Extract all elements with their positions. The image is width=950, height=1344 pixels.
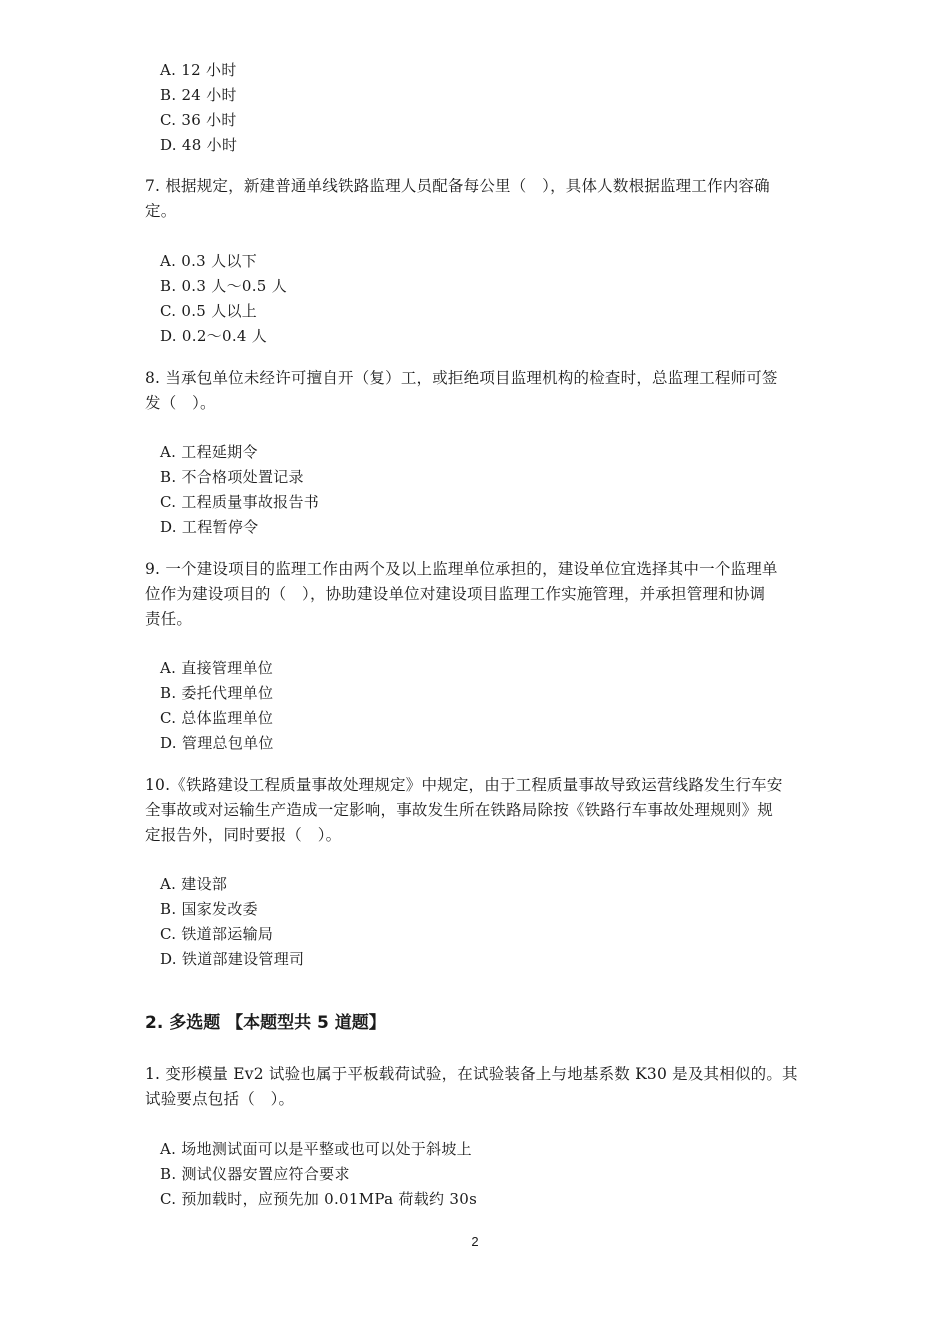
q8-option-c: C. 工程质量事故报告书 <box>160 493 320 511</box>
q6-option-d: D. 48 小时 <box>160 136 238 154</box>
q6-option-a: A. 12 小时 <box>160 61 237 79</box>
q8-option-b: B. 不合格项处置记录 <box>160 468 304 486</box>
q7-option-a: A. 0.3 人以下 <box>160 252 257 270</box>
q10-stem-line-3: 定报告外，同时要报（ ）。 <box>145 826 342 844</box>
q9-option-a: A. 直接管理单位 <box>160 659 274 677</box>
m1-option-b: B. 测试仪器安置应符合要求 <box>160 1165 350 1183</box>
page-number: 2 <box>471 1234 479 1249</box>
q10-option-b: B. 国家发改委 <box>160 900 258 918</box>
q7-stem-line-2: 定。 <box>145 202 177 220</box>
q9-option-c: C. 总体监理单位 <box>160 709 274 727</box>
q9-option-b: B. 委托代理单位 <box>160 684 274 702</box>
m1-stem-line-1: 1. 变形模量 Ev2 试验也属于平板载荷试验，在试验装备上与地基系数 K30 是及其相似的。其 <box>145 1065 798 1083</box>
q10-option-a: A. 建设部 <box>160 875 228 893</box>
q10-stem <box>145 773 815 848</box>
q9-option-d: D. 管理总包单位 <box>160 734 274 752</box>
q8-option-a: A. 工程延期令 <box>160 443 258 461</box>
q10-stem-line-2: 全事故或对运输生产造成一定影响，事故发生所在铁路局除按《铁路行车事故处理规则》规 <box>145 801 774 819</box>
q9-stem-line-1: 9. 一个建设项目的监理工作由两个及以上监理单位承担的，建设单位宜选择其中一个监理单 <box>145 560 778 578</box>
m1-option-c: C. 预加载时，应预先加 0.01MPa 荷载约 30s <box>160 1190 478 1208</box>
section-heading-multiple-choice: 2. 多选题 【本题型共 5 道题】 <box>145 1013 386 1033</box>
q8-stem-line-2: 发（ ）。 <box>145 394 216 412</box>
q10-option-c: C. 铁道部运输局 <box>160 925 274 943</box>
q9-stem-line-2: 位作为建设项目的（ ），协助建设单位对建设项目监理工作实施管理，并承担管理和协调 <box>145 585 766 603</box>
q8-stem <box>145 366 815 416</box>
q7-stem <box>145 174 815 224</box>
q9-stem <box>145 557 815 632</box>
q7-option-b: B. 0.3 人～0.5 人 <box>160 277 288 295</box>
m1-stem-line-2: 试验要点包括（ ）。 <box>145 1090 295 1108</box>
q6-option-c: C. 36 小时 <box>160 111 237 129</box>
q8-stem-line-1: 8. 当承包单位未经许可擅自开（复）工，或拒绝项目监理机构的检查时，总监理工程师可签 <box>145 369 778 387</box>
q10-stem-line-1: 10.《铁路建设工程质量事故处理规定》中规定，由于工程质量事故导致运营线路发生行车安 <box>145 776 783 794</box>
q6-option-b: B. 24 小时 <box>160 86 237 104</box>
m1-option-a: A. 场地测试面可以是平整或也可以处于斜坡上 <box>160 1140 472 1158</box>
q7-stem-line-1: 7. 根据规定，新建普通单线铁路监理人员配备每公里（ ），具体人数根据监理工作内容确 <box>145 177 770 195</box>
q7-option-d: D. 0.2～0.4 人 <box>160 327 268 345</box>
q8-option-d: D. 工程暂停令 <box>160 518 259 536</box>
m1-stem <box>145 1062 815 1112</box>
q7-option-c: C. 0.5 人以上 <box>160 302 258 320</box>
q9-stem-line-3: 责任。 <box>145 610 193 628</box>
q10-option-d: D. 铁道部建设管理司 <box>160 950 305 968</box>
